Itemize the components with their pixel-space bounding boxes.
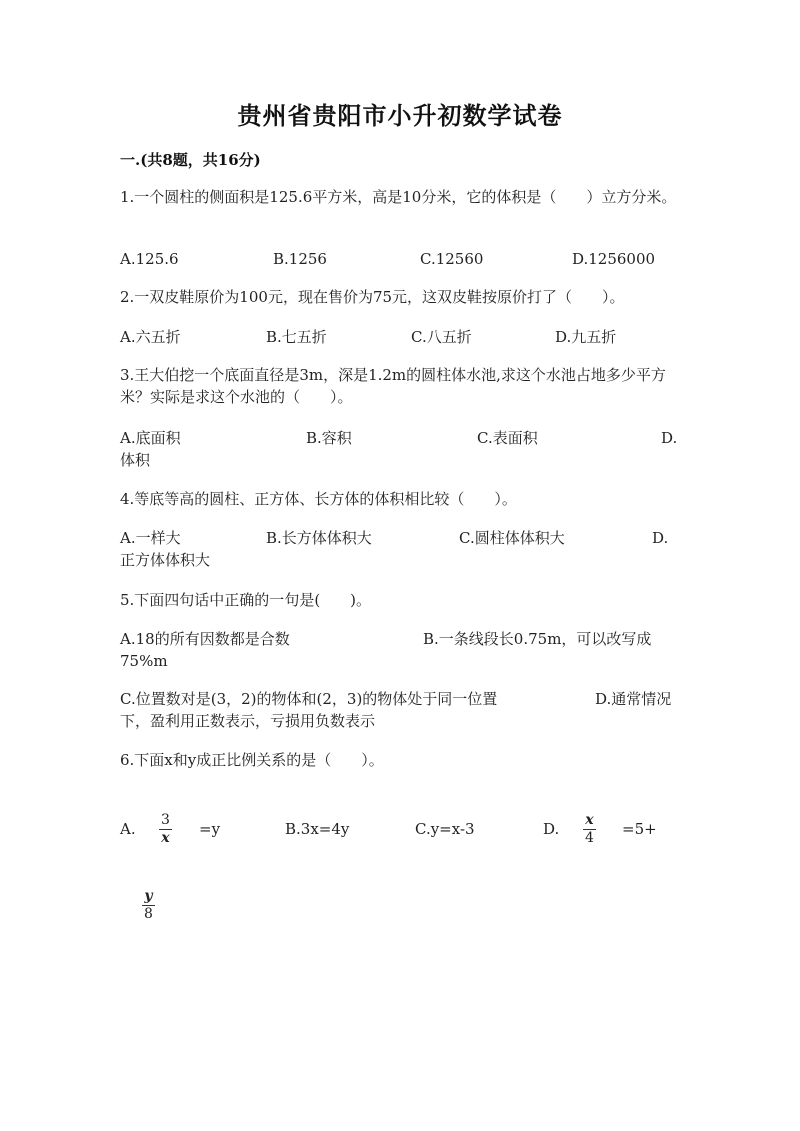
section-heading: 一.(共8题，共16分) xyxy=(120,151,261,169)
question-6-option-d-equals: =5+ xyxy=(622,820,657,838)
question-5-option-d: D.通常情况 xyxy=(595,690,672,708)
question-4-option-a: A.一样大 xyxy=(120,529,181,547)
question-4-option-d-continued: 正方体体积大 xyxy=(120,551,211,569)
question-5-option-b-continued: 75%m xyxy=(120,652,168,670)
fraction-3-over-x xyxy=(159,812,172,847)
fraction-denominator: 4 xyxy=(585,830,594,846)
question-6-text: 6.下面x和y成正比例关系的是（ ）。 xyxy=(120,751,384,769)
question-5-option-d-continued: 下，盈利用正数表示，亏损用负数表示 xyxy=(120,712,376,730)
question-6-option-c: C.y=x-3 xyxy=(415,820,475,838)
fraction-numerator: 3 xyxy=(161,812,170,828)
question-5-option-b: B.一条线段长0.75m，可以改写成 xyxy=(423,630,652,648)
question-3-option-c: C.表面积 xyxy=(477,429,538,447)
question-4-option-b: B.长方体体积大 xyxy=(266,529,372,547)
page-title: 贵州省贵阳市小升初数学试卷 xyxy=(237,101,563,130)
question-3-option-a: A.底面积 xyxy=(120,429,181,447)
question-6-option-d-label: D. xyxy=(543,820,560,838)
question-5-option-c: C.位置数对是(3，2)的物体和(2，3)的物体处于同一位置 xyxy=(120,690,498,708)
fraction-numerator: y xyxy=(142,888,155,906)
question-4-text: 4.等底等高的圆柱、正方体、长方体的体积相比较（ ）。 xyxy=(120,490,517,508)
question-2-option-b: B.七五折 xyxy=(266,328,327,346)
fraction-x-over-4 xyxy=(583,812,596,847)
question-2-text: 2.一双皮鞋原价为100元，现在售价为75元，这双皮鞋按原价打了（ ）。 xyxy=(120,288,625,306)
question-4-option-c: C.圆柱体体积大 xyxy=(459,529,565,547)
question-2-option-c: C.八五折 xyxy=(411,328,472,346)
question-3-text: 3.王大伯挖一个底面直径是3m，深是1.2m的圆柱体水池,求这个水池占地多少平方米？实际是求这个水池的（ ）。 xyxy=(120,366,666,406)
question-5-text: 5.下面四句话中正确的一句是( )。 xyxy=(120,591,372,609)
question-6-option-b: B.3x=4y xyxy=(285,820,350,838)
question-3-option-b: B.容积 xyxy=(306,429,352,447)
fraction-numerator: x xyxy=(583,812,596,830)
fraction-denominator: 8 xyxy=(144,906,153,922)
fraction-y-over-8 xyxy=(142,888,155,923)
question-2-option-d: D.九五折 xyxy=(555,328,617,346)
question-6-option-a-label: A. xyxy=(120,820,136,838)
question-1-option-b: B.1256 xyxy=(273,250,327,268)
question-1-option-c: C.12560 xyxy=(420,250,484,268)
question-6-option-a-equals: =y xyxy=(199,820,221,838)
question-4-option-d: D. xyxy=(652,529,669,547)
question-2-option-a: A.六五折 xyxy=(120,328,181,346)
question-1-option-a: A.125.6 xyxy=(120,250,179,268)
question-1-option-d: D.1256000 xyxy=(572,250,656,268)
question-5-option-a: A.18的所有因数都是合数 xyxy=(120,630,290,648)
question-3-option-d-continued: 体积 xyxy=(120,451,151,469)
question-1-text: 1.一个圆柱的侧面积是125.6平方米，高是10分米，它的体积是（ ）立方分米。 xyxy=(120,188,677,206)
question-3-option-d: D. xyxy=(661,429,678,447)
fraction-denominator: x xyxy=(161,830,170,846)
